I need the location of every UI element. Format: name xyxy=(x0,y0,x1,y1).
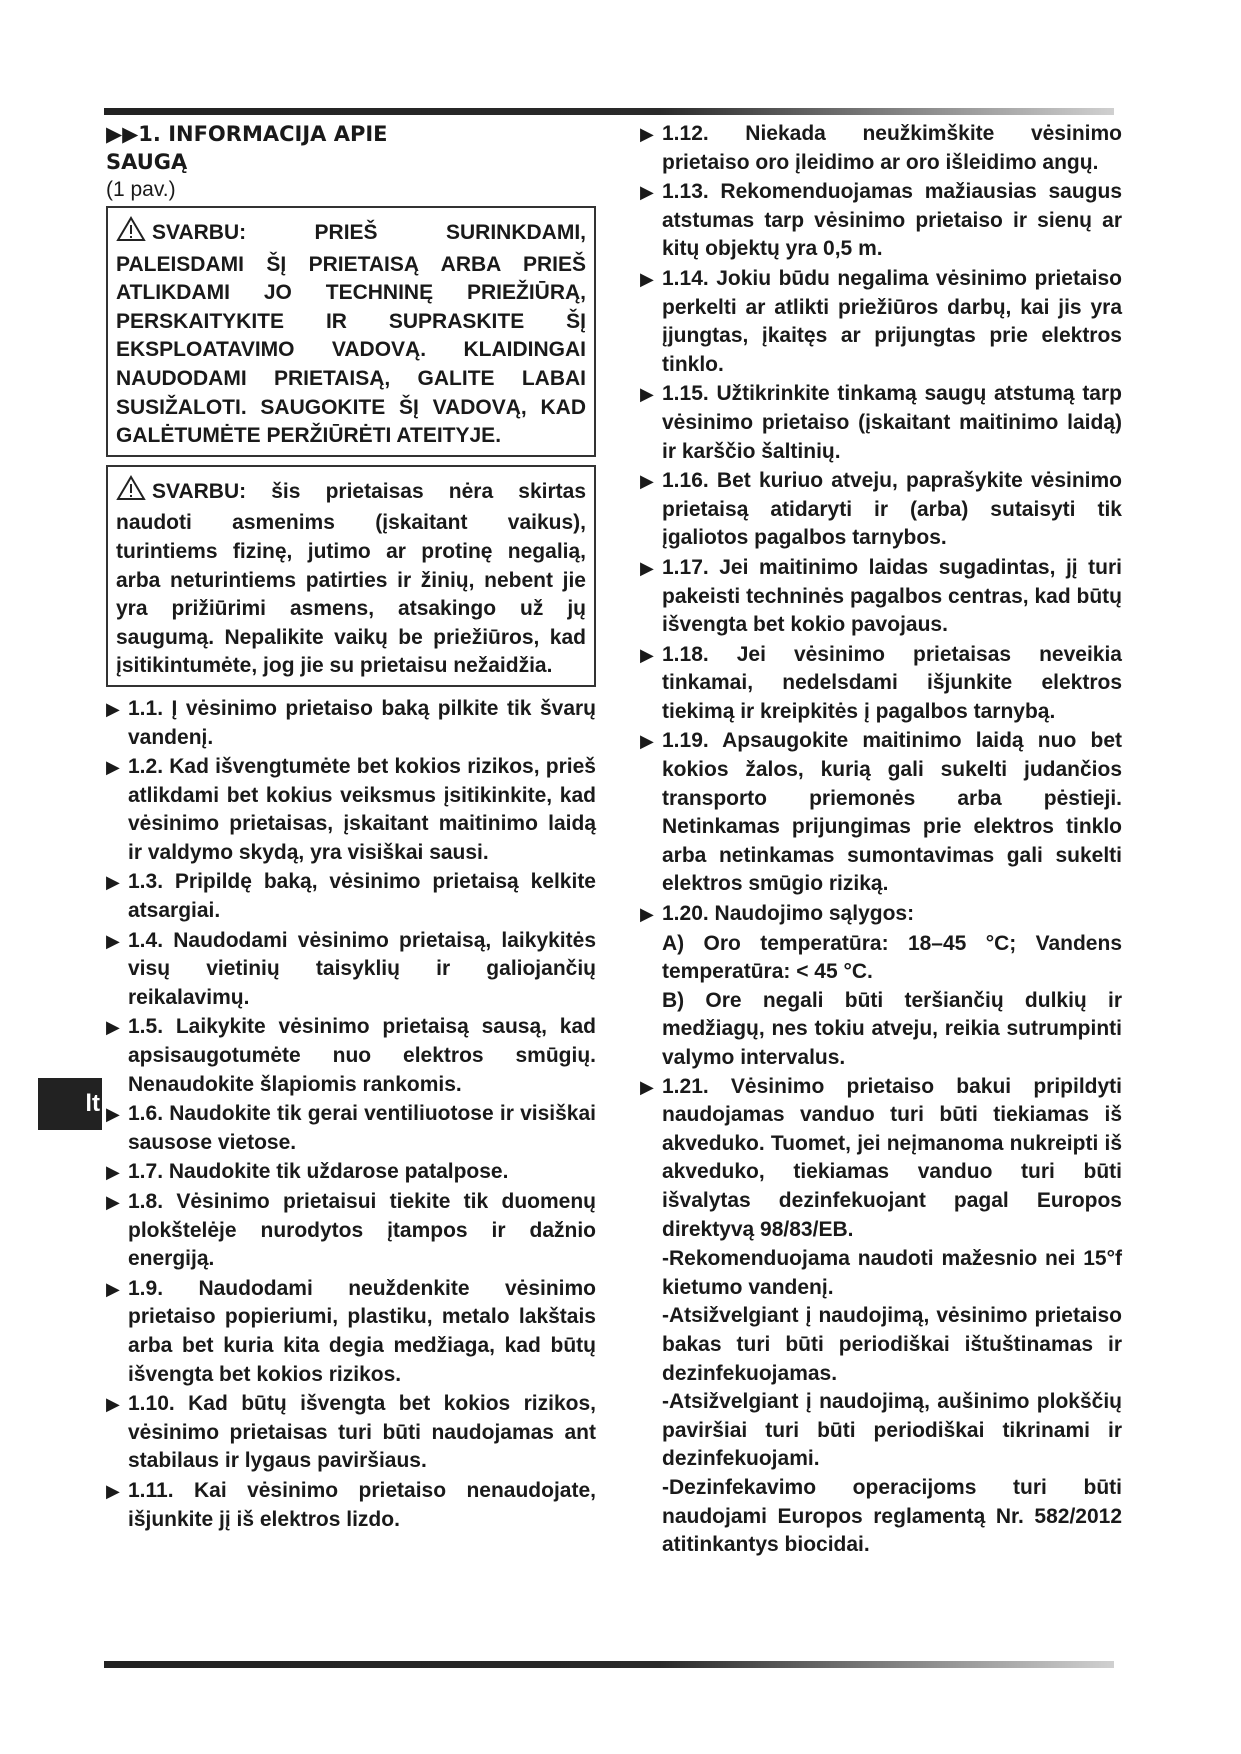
right-column xyxy=(640,120,1122,1560)
arrow-bullet-icon: ▶ xyxy=(640,384,654,405)
arrow-bullet-icon: ▶ xyxy=(106,1104,120,1125)
arrow-bullet-icon: ▶ xyxy=(640,471,654,492)
warning-box-2: SVARBU: šis prietaisas nėra skirtas naudoti asmenims (įskaitant vaikus), turintiems fizinę, jutimo ar protinę negalią, arba neturintiems patirties ir žinių, nebent jie yra prižiūrimi asmens, atsakingo už jų saugumą. Nepalikite vaikų be priežiūros, kad įsitikintumėte, jog jie su prietaisu nežaidžia. xyxy=(106,465,596,687)
language-tab: lt xyxy=(38,1078,102,1130)
arrow-bullet-icon: ▶ xyxy=(640,268,654,289)
arrow-bullet-icon: ▶ xyxy=(640,731,654,752)
arrow-bullet-icon: ▶ xyxy=(640,557,654,578)
left-item-list xyxy=(106,695,596,1534)
list-item: ▶ 1.4. Naudodami vėsinimo prietaisą, laikykitės visų vietinių taisyklių ir galiojančių reikalavimų. xyxy=(106,928,596,1009)
note-paragraph: -Atsižvelgiant į naudojimą, aušinimo plokščių paviršiai turi būti periodiškai tikrinami ir dezinfekuojami. xyxy=(662,1390,1122,1471)
list-item: ▶ 1.20. Naudojimo sąlygos: xyxy=(640,900,1122,929)
list-item: ▶ 1.2. Kad išvengtumėte bet kokios rizikos, prieš atlikdami bet kokius veiksmus įsitikinkite, kad vėsinimo prietaisas, įskaitant maitinimo laidą ir valdymo skydą, yra visiškai sausi. xyxy=(106,755,596,864)
list-item: ▶ 1.17. Jei maitinimo laidas sugadintas, jį turi pakeisti techninės pagalbos centras, kad būtų išvengta bet kokio pavojaus. xyxy=(640,555,1122,637)
list-item: ▶ 1.3. Pripildę baką, vėsinimo prietaisą kelkite atsargiai. xyxy=(106,870,596,923)
list-item: ▶ 1.13. Rekomenduojamas mažiausias saugus atstumas tarp vėsinimo prietaiso ir sienų ar kitų objektų yra 0,5 m. xyxy=(640,180,1122,261)
list-item: ▶ 1.9. Naudodami neuždenkite vėsinimo prietaiso popieriumi, plastiku, metalo lakštais arba bet kuria kita degia medžiaga, kad būtų išvengta bet kokios rizikos. xyxy=(106,1276,596,1386)
list-item: ▶ 1.16. Bet kuriuo atveju, paprašykite vėsinimo prietaisą atidaryti ir (arba) sutaisyti tik įgaliotos pagalbos tarnybos. xyxy=(640,469,1122,550)
list-item: ▶ 1.7. Naudokite tik uždarose patalpose. xyxy=(106,1158,596,1187)
list-item: ▶ 1.10. Kad būtų išvengta bet kokios rizikos, vėsinimo prietaisas turi būti naudojamas ant stabilaus ir lygaus paviršiaus. xyxy=(106,1392,596,1473)
list-item: ▶ 1.1. Į vėsinimo prietaiso baką pilkite tik švarų vandenį. xyxy=(106,696,596,749)
top-rule xyxy=(104,108,1114,115)
note-paragraph: -Atsižvelgiant į naudojimą, vėsinimo prietaiso bakas turi būti periodiškai ištuštinamas ir dezinfekuojamas. xyxy=(662,1304,1122,1385)
arrow-bullet-icon: ▶ xyxy=(106,1162,120,1183)
arrow-bullet-icon: ▶ xyxy=(640,644,654,665)
warning-triangle-icon xyxy=(116,216,146,251)
bottom-rule xyxy=(104,1661,1114,1668)
list-item: ▶ 1.5. Laikykite vėsinimo prietaisą sausą, kad apsisaugotumėte nuo elektros smūgių. Nenaudokite šlapiomis rankomis. xyxy=(106,1015,596,1096)
list-item: ▶ 1.6. Naudokite tik gerai ventiliuotose ir visiškai sausose vietose. xyxy=(106,1102,596,1154)
list-item: ▶ 1.11. Kai vėsinimo prietaiso nenaudojate, išjunkite jį iš elektros lizdo. xyxy=(106,1478,596,1531)
list-item: ▶ 1.12. Niekada neužkimškite vėsinimo prietaiso oro įleidimo ar oro išleidimo angų. xyxy=(640,122,1122,174)
arrow-bullet-icon: ▶ xyxy=(106,1394,120,1415)
conditions-a: A) Oro temperatūra: 18–45 °C; Vandens temperatūra: < 45 °C. xyxy=(662,931,1122,984)
list-item: ▶ 1.21. Vėsinimo prietaiso bakui pripildyti naudojamas vanduo turi būti tiekiamas iš akveduko. Tuomet, jei neįmanoma nukreipti iš akveduko, tiekiamas vanduo turi būti išvalytas dezinfekuojant pagal Europos direktyvą 98/83/EB. xyxy=(640,1074,1122,1241)
conditions-b: B) Ore negali būti teršiančių dulkių ir medžiagų, nes tokiu atveju, reikia sutrumpinti valymo intervalus. xyxy=(662,988,1122,1069)
list-item: ▶ 1.19. Apsaugokite maitinimo laidą nuo bet kokios žalos, kurią gali sukelti judančios transporto priemonės arba pėstieji. Netinkamas prijungimas prie elektros tinklo arba netinkamas sumontavimas gali sukelti elektros smūgio riziką. xyxy=(640,729,1122,896)
list-item: ▶ 1.18. Jei vėsinimo prietaisas neveikia tinkamai, nedelsdami išjunkite elektros tiekimą ir kreipkitės į pagalbos tarnybą. xyxy=(640,642,1122,723)
arrow-bullet-icon: ▶ xyxy=(106,930,120,951)
section-title: ▶▶1. INFORMACIJA APIE SAUGĄ xyxy=(106,122,388,174)
arrow-bullet-icon: ▶ xyxy=(640,182,654,203)
list-item: ▶ 1.8. Vėsinimo prietaisui tiekite tik duomenų plokštelėje nurodytos įtampos ir dažnio energiją. xyxy=(106,1190,596,1271)
warning-triangle-icon xyxy=(116,475,146,510)
arrow-bullet-icon: ▶ xyxy=(106,1480,120,1501)
arrow-bullet-icon: ▶ xyxy=(106,1192,120,1212)
arrow-bullet-icon: ▶ xyxy=(106,872,120,893)
warning-box-1: SVARBU: PRIEŠ SURINKDAMI, PALEISDAMI ŠĮ PRIETAISĄ ARBA PRIEŠ ATLIKDAMI JO TECHNINĘ PRIEŽIŪRĄ, PERSKAITYKITE IR SUPRASKITE ŠĮ EKSPLOATAVIMO VADOVĄ. KLAIDINGAI NAUDODAMI PRIETAISĄ, GALITE LABAI SUSIŽALOTI. SAUGOKITE ŠĮ VADOVĄ, KAD GALĖTUMĖTE PERŽIŪRĖTI ATEITYJE. xyxy=(106,206,596,457)
list-item: ▶ 1.14. Jokiu būdu negalima vėsinimo prietaiso perkelti ar atlikti priežiūros darbų, kai jis yra įjungtas, įkaitęs ar prijungtas prie elektros tinklo. xyxy=(640,266,1122,376)
arrow-bullet-icon: ▶ xyxy=(106,698,120,719)
arrow-bullet-icon: ▶ xyxy=(106,757,120,778)
arrow-bullet-icon: ▶ xyxy=(640,904,654,925)
left-column xyxy=(106,120,596,1535)
notes-list xyxy=(640,1245,1122,1560)
list-item: ▶ 1.15. Užtikrinkite tinkamą saugų atstumą tarp vėsinimo prietaiso (įskaitant maitinimo laidą) ir karščio šaltinių. xyxy=(640,382,1122,463)
note-paragraph: -Rekomenduojama naudoti mažesnio nei 15°f kietumo vandenį. xyxy=(662,1247,1122,1299)
right-item-list xyxy=(640,120,1122,929)
arrow-bullet-icon: ▶ xyxy=(640,124,654,144)
note-paragraph: -Dezinfekavimo operacijoms turi būti naudojami Europos reglamentą Nr. 582/2012 atitinkantys biocidai. xyxy=(662,1475,1122,1557)
figure-ref: (1 pav.) xyxy=(106,178,176,201)
arrow-bullet-icon: ▶ xyxy=(640,1076,654,1097)
arrow-bullet-icon: ▶ xyxy=(106,1017,120,1038)
arrow-bullet-icon: ▶ xyxy=(106,1278,120,1299)
